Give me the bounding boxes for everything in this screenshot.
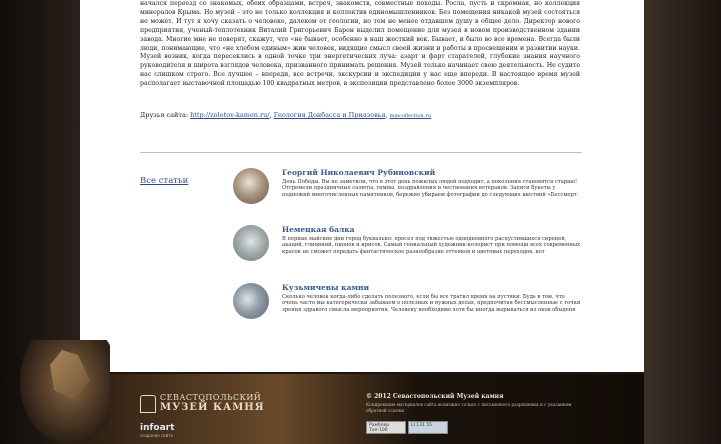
article-title[interactable]: Кузьмичевы камни (282, 283, 370, 292)
friends-separator: , (269, 111, 272, 119)
logo-line-1: СЕВАСТОПОЛЬСКИЙ (160, 393, 262, 402)
museum-logo-icon (140, 395, 156, 413)
article-body (140, 0, 580, 89)
article-thumbnail[interactable] (233, 225, 269, 261)
article-thumbnail[interactable] (233, 283, 269, 319)
rambler-counter[interactable]: Рамблер Топ-100 (366, 421, 406, 434)
article-title[interactable]: Немецкая балка (282, 225, 355, 234)
article-title[interactable]: Георгий Николаевич Рубиновский (282, 168, 436, 177)
copyright-text: © 2012 Севастопольский Музей камня (366, 393, 504, 400)
friend-link-donbass[interactable]: Геология Донбасса и Приазовья (273, 111, 386, 119)
section-divider (140, 152, 582, 153)
article-excerpt: День Победы. Вы не заметили, что в этот день пожилых людей подходит, а поколения становятся старше! Отгремели праздничные салюты, гимны, поздравления и чествования ветеранов. Записи букеты у подножий многочисленных памятников, бережно убираем фотографии до следующих шествий «Бессмерт. (282, 179, 579, 198)
infoart-subtitle: создание сайта (140, 433, 173, 438)
article-excerpt: Сколько человек когда-либо сделать полезного, если бы все тратил время на пустяки. Будь в том, что очень часто мы категорически забываем о полезных и нужных делах, предпочитая бессмысленные с точки зрения здравого смысла мероприятия. Человеку необходимо хотя бы иногда вырываться из оков обыденн (282, 294, 581, 313)
friends-separator: , (385, 111, 388, 119)
infoart-name: infoart (140, 423, 175, 433)
logo-line-2: МУЗЕЙ КАМНЯ (160, 402, 265, 413)
copyright-notice: Копирование материалов сайта возможно только с письменного разрешения и с указанием обратной ссылки (366, 402, 572, 413)
infoart-logo[interactable] (140, 423, 174, 438)
article-excerpt: В первые майские дни город буквально: просел под тяжестью однодневного распустившихся сиреней, акаций, глициний, пионов и ирисов. Самый гениальный художник-колорист при помощи всех современных красок не сможет передать фантастическое разнообразие оттенков и цветовых переходов, кот (282, 236, 581, 255)
friend-link-zolotov[interactable]: http://zolotov-kamen.ru/ (190, 111, 270, 119)
friend-link-mincollection[interactable]: mincollection.ru (389, 113, 431, 119)
article-thumbnail[interactable] (233, 168, 269, 204)
all-articles-link[interactable]: Все статьи (140, 176, 189, 186)
friends-label: Друзья сайта: (140, 111, 189, 119)
copyright-block (366, 393, 576, 413)
right-background (644, 0, 721, 444)
article-paragraph: начался переезд со знакомых, обеих образцами, встреч, знакомств, совместные походы. Росла, пусть и скромная, но коллекция минералов Крыма. Но музей – это не только коллекция и коллектив единомышленников. Без помещения никакой музей состояться не может. И тут я хочу сказать о человеке, далеком от геологии, но тем не менее отдавшем душу в общее дело. Директор нового предприятия, ученый-теплотехник Виталий Григорьевич Барон выделил помещение для музея в новом производственном здании завода. Многие мне не поверят, скажут, что «не бывает, особенно в наш жесткий век. Бывает, и было во все времена. Всегда были люди, понимающие, что «не хлебом единым» жив человек, видящие смысл своей жизни и работы в просвещении и развитии науки. Музей возник, когда пересеклись в одной точке три энергетических луча: азарт и фарт старателей, глубокие знания научного руководителя и широта взглядов человека, призванного принимать решения. Музей только начинает свою деятельность. Не судите нас слишком строго. Все лучшее – впереди, все встречи, экскурсии и экспедиции у нас еще впереди. В настоящее время музей располагает выставочной площадью 100 квадратных метров, в экспозиции представлено более 3000 экземпляров. (140, 0, 580, 88)
liveinternet-counter[interactable]: LI 131 55 (408, 421, 448, 434)
friends-row (140, 111, 431, 119)
